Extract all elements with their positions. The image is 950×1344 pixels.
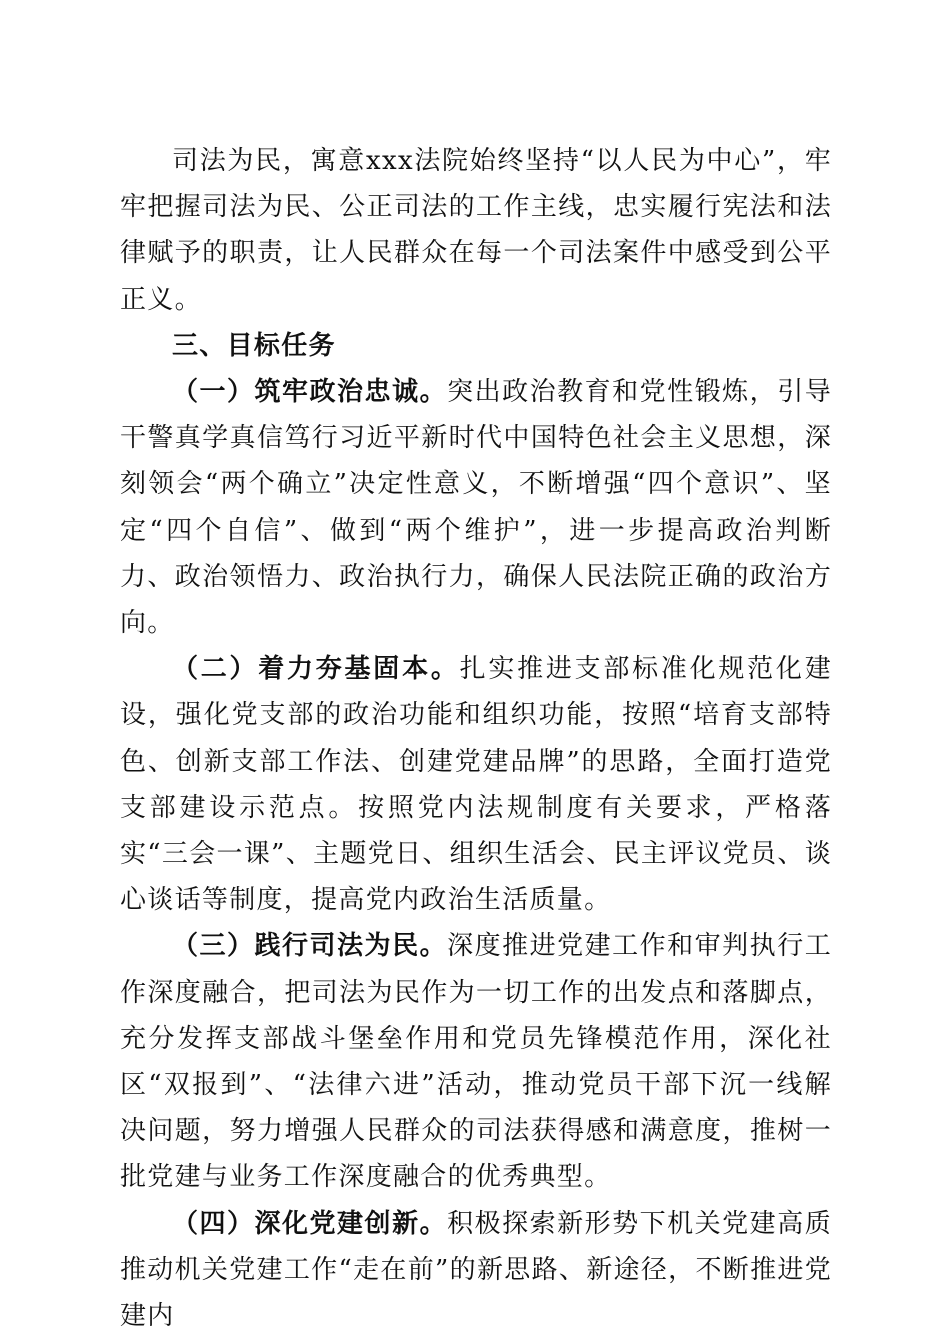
task-4-text: 积极探索新形势下机关党建高质推动机关党建工作“走在前”的新思路、新途径，不断推进党建内	[120, 1208, 832, 1332]
task-4-title: （四）深化党建创新。	[172, 1208, 448, 1239]
document-body	[120, 138, 832, 1339]
section-heading: 三、目标任务	[172, 330, 336, 361]
intro-paragraph-text: 司法为民，寓意xxx法院始终坚持“以人民为中心”，牢牢把握司法为民、公正司法的工作主线，忠实履行宪法和法律赋予的职责，让人民群众在每一个司法案件中感受到公平正义。	[120, 146, 832, 315]
task-paragraph-3	[120, 923, 832, 1200]
task-3-title: （三）践行司法为民。	[172, 931, 448, 962]
intro-paragraph	[120, 138, 832, 323]
task-paragraph-2	[120, 646, 832, 923]
task-paragraph-4	[120, 1201, 832, 1340]
task-1-text: 突出政治教育和党性锻炼，引导干警真学真信笃行习近平新时代中国特色社会主义思想，深刻领会“两个确立”决定性意义，不断增强“四个意识”、坚定“四个自信”、做到“两个维护”，进一步提高政治判断力、政治领悟力、政治执行力，确保人民法院正确的政治方向。	[120, 377, 832, 639]
task-2-text: 扎实推进支部标准化规范化建设，强化党支部的政治功能和组织功能，按照“培育支部特色、创新支部工作法、创建党建品牌”的思路，全面打造党支部建设示范点。按照党内法规制度有关要求，严格落实“三会一课”、主题党日、组织生活会、民主评议党员、谈心谈话等制度，提高党内政治生活质量。	[120, 654, 832, 916]
task-3-text: 深度推进党建工作和审判执行工作深度融合，把司法为民作为一切工作的出发点和落脚点，充分发挥支部战斗堡垒作用和党员先锋模范作用，深化社区“双报到”、“法律六进”活动，推动党员干部下沉一线解决问题，努力增强人民群众的司法获得感和满意度，推树一批党建与业务工作深度融合的优秀典型。	[120, 931, 832, 1193]
task-2-title: （二）着力夯基固本。	[172, 654, 460, 685]
task-paragraph-1	[120, 369, 832, 646]
task-1-title: （一）筑牢政治忠诚。	[172, 377, 448, 408]
